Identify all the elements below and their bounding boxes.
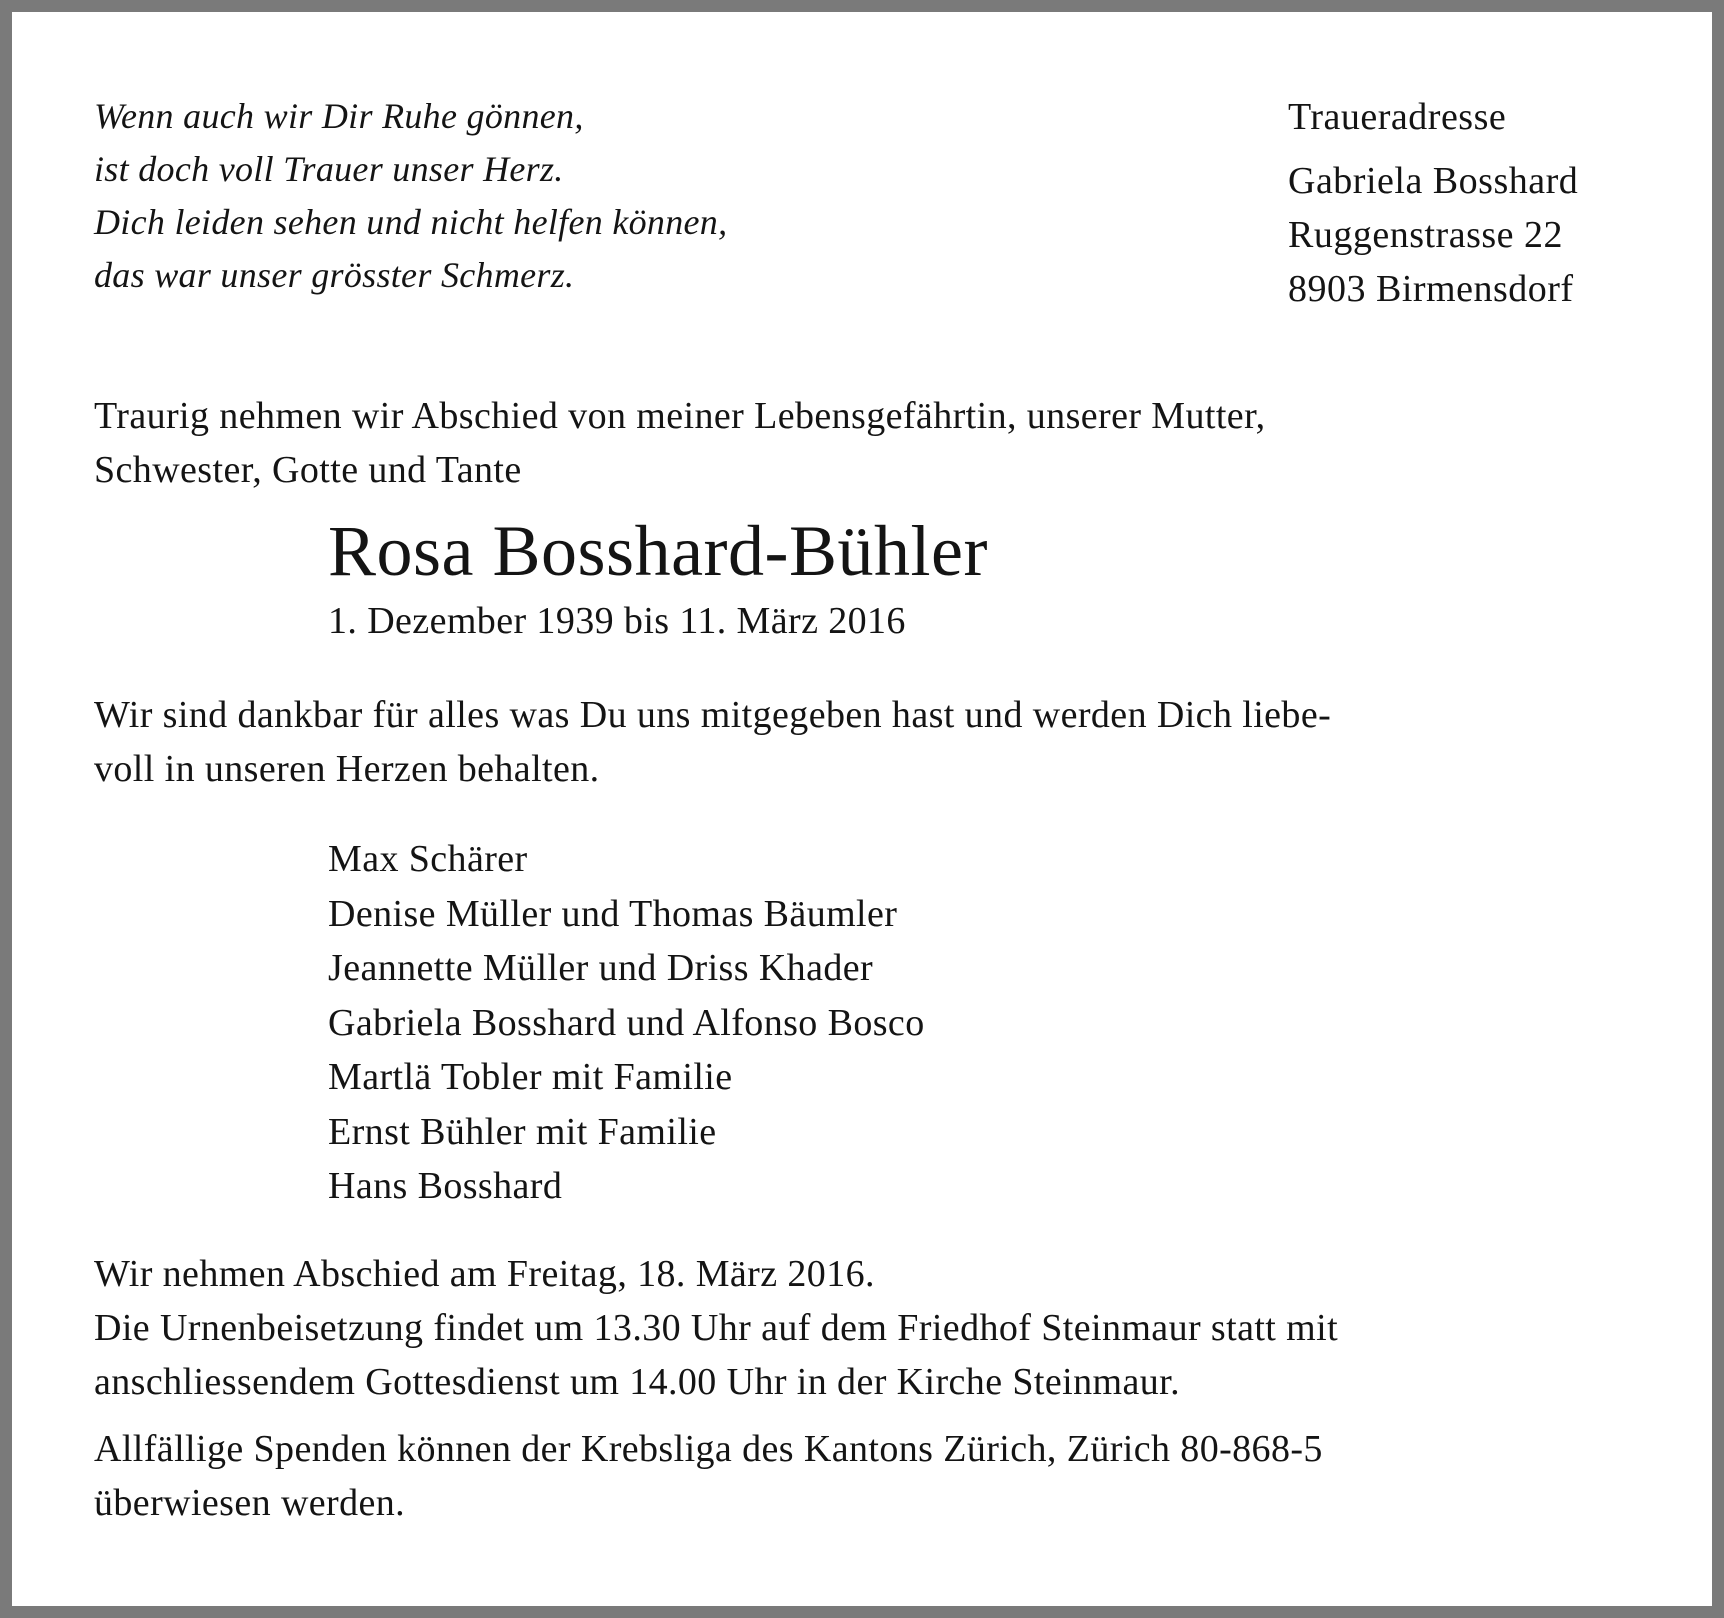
obituary-notice <box>12 12 1712 1606</box>
mourning-address <box>1288 90 1578 316</box>
mourner-entry: Max Schärer <box>328 838 528 880</box>
farewell-line: anschliessendem Gottesdienst um 14.00 Uhr in der Kirche Steinmaur. <box>94 1361 1180 1403</box>
intro-text <box>94 389 1266 497</box>
donations-line: Allfällige Spenden können der Krebsliga des Kantons Zürich, Zürich 80-868-5 <box>94 1428 1323 1470</box>
farewell-line: Wir nehmen Abschied am Freitag, 18. März 2016. <box>94 1253 875 1295</box>
intro-line: Schwester, Gotte und Tante <box>94 449 522 491</box>
mourner-entry: Martlä Tobler mit Familie <box>328 1056 733 1098</box>
address-street: Ruggenstrasse 22 <box>1288 214 1564 256</box>
mourner-entry: Jeannette Müller und Driss Khader <box>328 947 874 989</box>
address-name: Gabriela Bosshard <box>1288 160 1579 202</box>
mourner-entry: Ernst Bühler mit Familie <box>328 1110 717 1153</box>
donations-line: überwiesen werden. <box>94 1482 406 1524</box>
poem <box>94 90 727 302</box>
address-label: Traueradresse <box>1288 96 1507 138</box>
farewell-text <box>94 1247 1338 1409</box>
mourner-entry: Denise Müller und Thomas Bäumler <box>328 892 898 935</box>
gratitude-line: Wir sind dankbar für alles was Du uns mitgegeben hast und werden Dich liebe- <box>94 694 1332 736</box>
mourner-entry: Hans Bosshard <box>328 1165 563 1207</box>
poem-line: ist doch voll Trauer unser Herz. <box>94 149 564 189</box>
gratitude-line: voll in unseren Herzen behalten. <box>94 748 600 790</box>
poem-line: Dich leiden sehen und nicht helfen können, <box>94 202 728 242</box>
donations-text <box>94 1422 1323 1530</box>
address-city: 8903 Birmensdorf <box>1288 268 1574 310</box>
gratitude-text <box>94 688 1331 796</box>
mourner-entry: Gabriela Bosshard und Alfonso Bosco <box>328 1001 925 1044</box>
mourners-list <box>328 832 925 1214</box>
deceased-name: Rosa Bosshard-Bühler <box>328 511 988 591</box>
poem-line: Wenn auch wir Dir Ruhe gönnen, <box>94 96 584 136</box>
intro-line: Traurig nehmen wir Abschied von meiner Lebensgefährtin, unserer Mutter, <box>94 395 1266 437</box>
deceased-dates: 1. Dezember 1939 bis 11. März 2016 <box>328 600 906 642</box>
poem-line: das war unser grösster Schmerz. <box>94 255 575 295</box>
farewell-line: Die Urnenbeisetzung findet um 13.30 Uhr auf dem Friedhof Steinmaur statt mit <box>94 1307 1339 1349</box>
